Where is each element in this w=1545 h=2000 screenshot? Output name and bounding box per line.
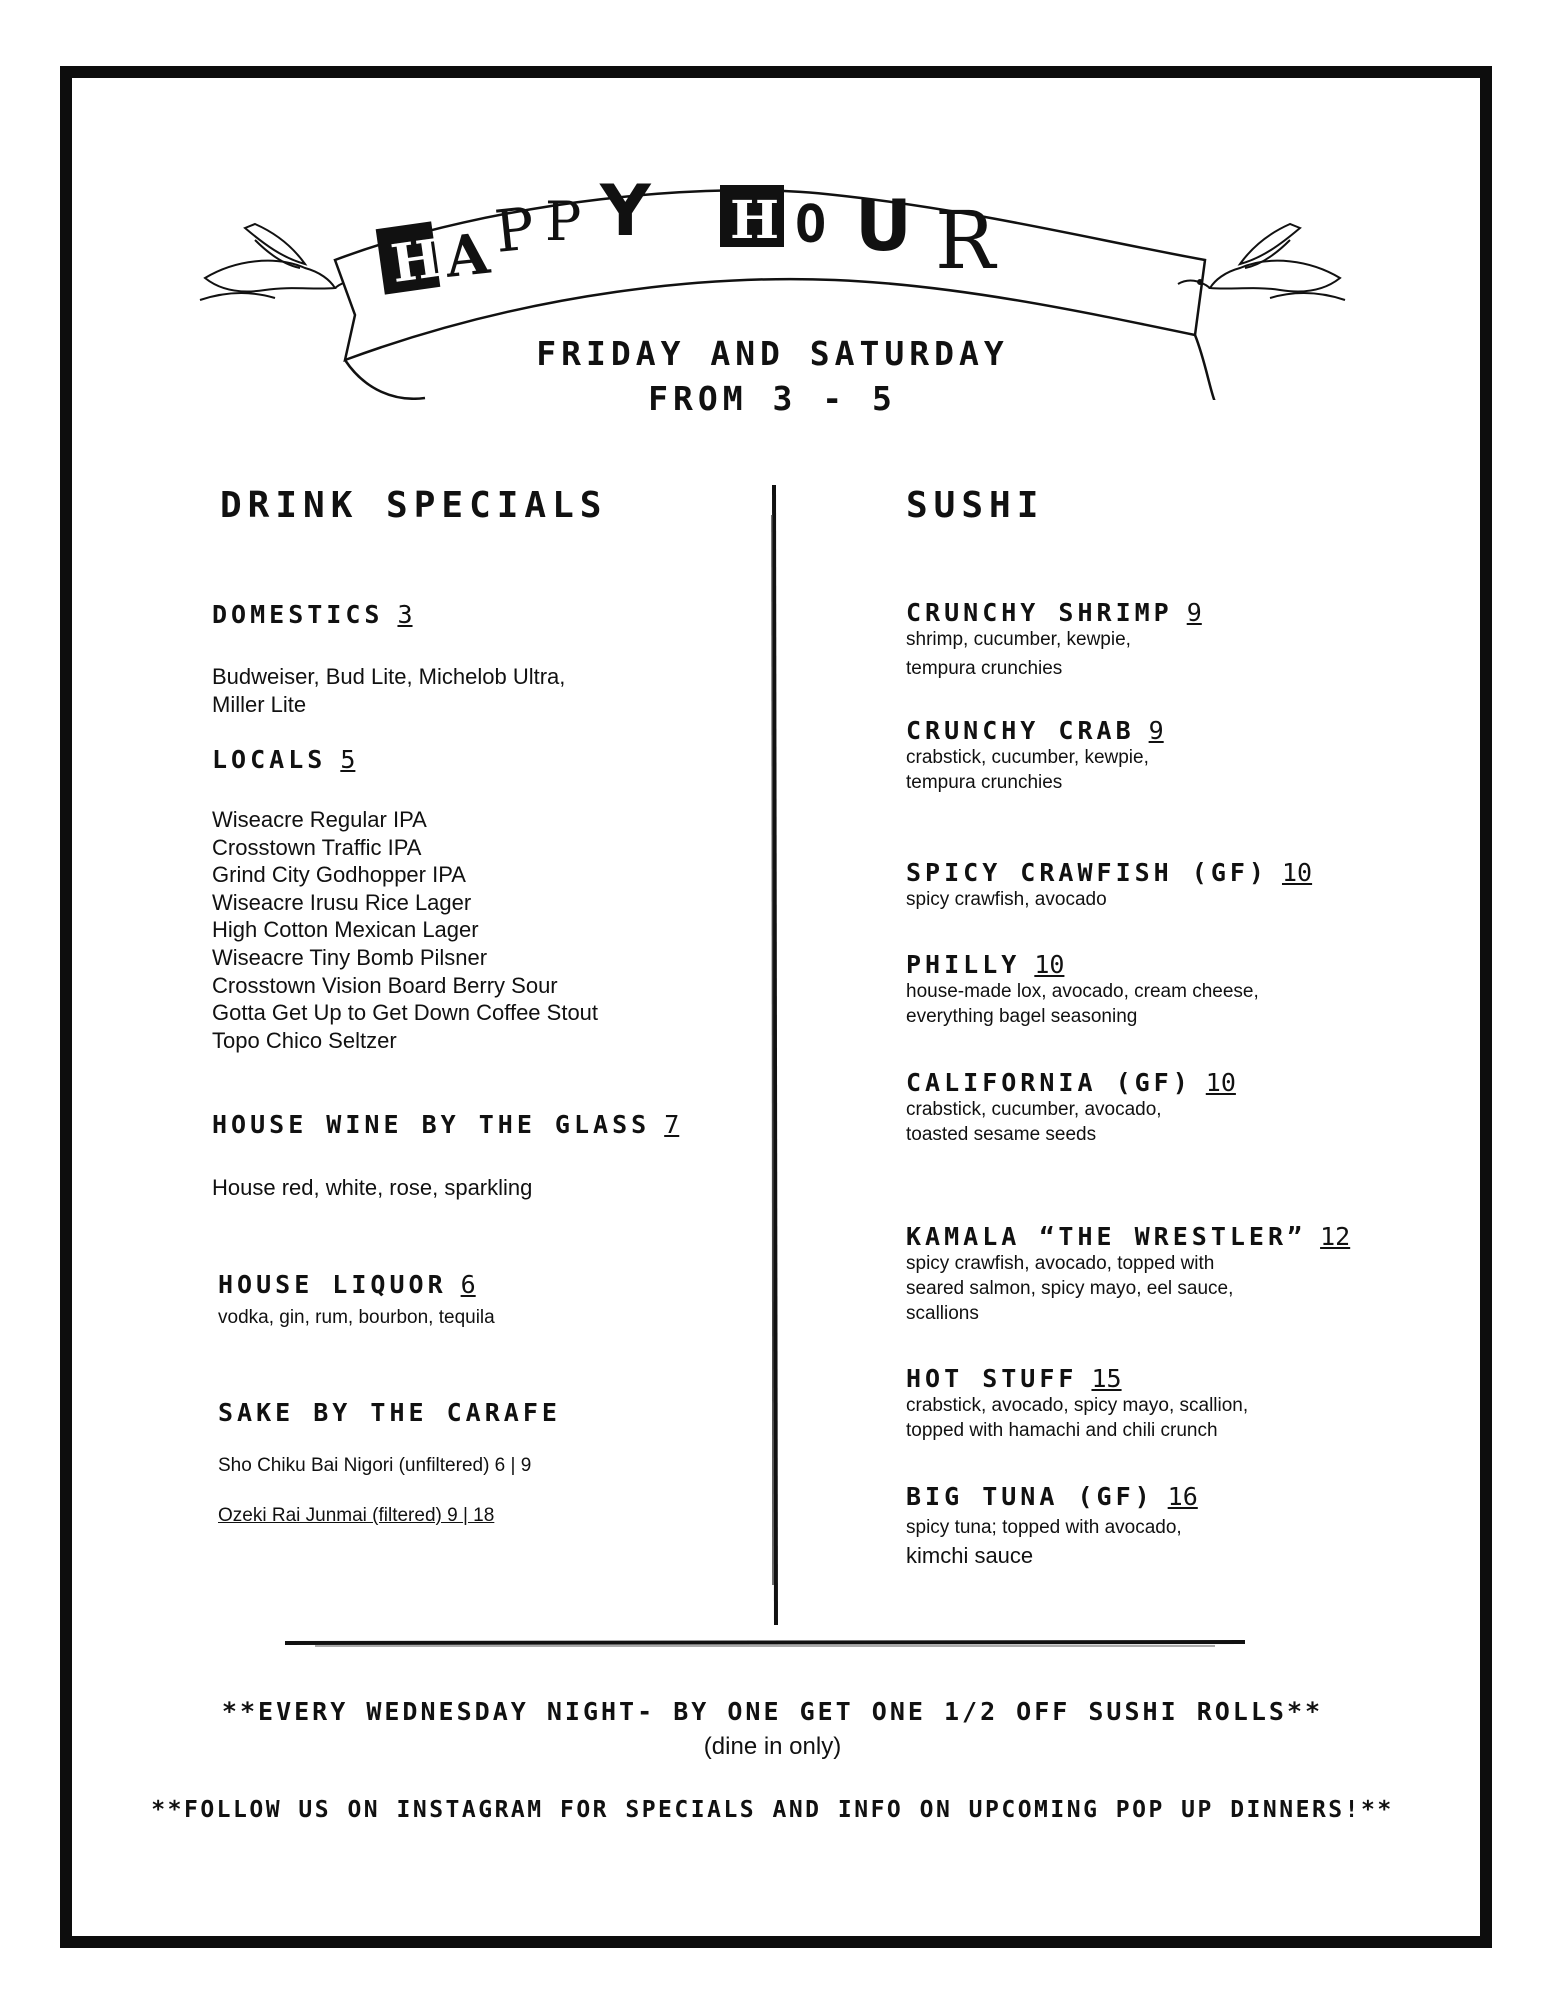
item-description: house-made lox, avocado, cream cheese, (906, 981, 1259, 1002)
horizontal-divider (285, 1636, 1245, 1650)
sushi-item-philly (906, 950, 1259, 1029)
schedule-hours: FROM 3 - 5 (648, 379, 897, 418)
locals-list (212, 806, 598, 1054)
item-price: 7 (664, 1110, 680, 1139)
list-item: Topo Chico Seltzer (212, 1027, 397, 1053)
list-item: Crosstown Vision Board Berry Sour (212, 972, 558, 998)
item-description: everything bagel seasoning (906, 1006, 1138, 1027)
list-item: Wiseacre Regular IPA (212, 807, 427, 832)
item-name: CALIFORNIA (GF) (906, 1068, 1192, 1097)
dine-in-note: (dine in only) (703, 1733, 842, 1760)
item-name: LOCALS (212, 745, 327, 774)
item-description: seared salmon, spicy mayo, eel sauce, (906, 1278, 1234, 1299)
list-item: Wiseacre Irusu Rice Lager (212, 889, 472, 915)
item-price: 15 (1091, 1364, 1122, 1393)
list-item: High Cotton Mexican Lager (212, 917, 479, 943)
sushi-title: SUSHI (906, 485, 1045, 526)
item-description: tempura crunchies (906, 772, 1063, 793)
liquor-heading (218, 1270, 476, 1299)
item-price: 12 (1320, 1222, 1351, 1251)
domestics-line-1: Budweiser, Bud Lite, Michelob Ultra, (212, 664, 566, 689)
title-letter: H (730, 190, 780, 251)
item-name: SPICY CRAWFISH (GF) (906, 858, 1268, 887)
item-description: scallions (906, 1303, 979, 1324)
drink-specials-title: DRINK SPECIALS (220, 485, 608, 526)
item-description: kimchi sauce (906, 1543, 1034, 1568)
item-name: KAMALA “THE WRESTLER” (906, 1222, 1307, 1251)
item-name: CRUNCHY CRAB (906, 716, 1135, 745)
item-description: crabstick, cucumber, avocado, (906, 1099, 1162, 1120)
domestics-heading (212, 600, 413, 629)
item-description: toasted sesame seeds (906, 1124, 1097, 1145)
sake-heading (218, 1398, 561, 1427)
item-description: spicy crawfish, avocado (906, 889, 1107, 910)
sushi-item-hot-stuff (906, 1364, 1248, 1443)
item-price: 16 (1167, 1482, 1198, 1511)
wine-heading (212, 1110, 679, 1139)
item-description: spicy tuna; topped with avocado, (906, 1517, 1182, 1538)
title-letter: H (387, 227, 445, 296)
sushi-item-california (906, 1068, 1236, 1147)
sushi-item-big-tuna (906, 1482, 1198, 1570)
title-letter: P (491, 194, 538, 266)
instagram-note: **FOLLOW US ON INSTAGRAM FOR SPECIALS AND INFO ON UPCOMING POP UP DINNERS!** (151, 1797, 1394, 1823)
item-name: HOUSE WINE BY THE GLASS (212, 1110, 651, 1139)
list-item: Wiseacre Tiny Bomb Pilsner (212, 944, 488, 970)
item-description: spicy crawfish, avocado, topped with (906, 1253, 1215, 1274)
item-price: 3 (397, 600, 413, 629)
title-letter: O (795, 195, 827, 255)
item-name: HOUSE LIQUOR (218, 1270, 447, 1299)
item-description: crabstick, avocado, spicy mayo, scallion, (906, 1395, 1249, 1416)
sushi-item-spicy-crawfish (906, 858, 1312, 912)
schedule-days: FRIDAY AND SATURDAY (536, 334, 1009, 373)
item-price: 10 (1205, 1068, 1236, 1097)
item-price: 10 (1034, 950, 1065, 979)
item-description: tempura crunchies (906, 658, 1063, 679)
title-letter: R (935, 194, 996, 287)
item-price: 5 (340, 745, 356, 774)
list-item: Gotta Get Up to Get Down Coffee Stout (212, 1000, 599, 1026)
item-price: 9 (1148, 716, 1164, 745)
item-name: PHILLY (906, 950, 1021, 979)
column-divider (760, 485, 790, 1625)
sake-item-nigori: Sho Chiku Bai Nigori (unfiltered) 6 | 9 (218, 1455, 532, 1476)
list-item: Crosstown Traffic IPA (212, 834, 422, 860)
item-name: CRUNCHY SHRIMP (906, 598, 1173, 627)
item-description: shrimp, cucumber, kewpie, (906, 629, 1131, 650)
locals-heading (212, 745, 355, 774)
wednesday-special: **EVERY WEDNESDAY NIGHT- BY ONE GET ONE 1/2 OFF SUSHI ROLLS** (221, 1697, 1324, 1726)
item-description: topped with hamachi and chili crunch (906, 1420, 1218, 1441)
list-item: Grind City Godhopper IPA (212, 862, 466, 888)
sushi-item-crunchy-shrimp (906, 598, 1202, 681)
item-name: DOMESTICS (212, 600, 384, 629)
item-name: HOT STUFF (906, 1364, 1078, 1393)
item-price: 9 (1186, 598, 1202, 627)
item-description: crabstick, cucumber, kewpie, (906, 747, 1149, 768)
wine-description: House red, white, rose, sparkling (212, 1175, 533, 1200)
item-name: BIG TUNA (GF) (906, 1482, 1154, 1511)
title-letter: A (442, 220, 493, 291)
title-letter: U (855, 185, 912, 267)
item-price: 10 (1281, 858, 1313, 887)
sushi-item-kamala (906, 1222, 1350, 1326)
sake-item-junmai: Ozeki Rai Junmai (filtered) 9 | 18 (218, 1505, 495, 1526)
item-name: SAKE BY THE CARAFE (218, 1398, 561, 1427)
title-letter: Y (600, 170, 651, 252)
item-price: 6 (460, 1270, 476, 1299)
title-letter: P (545, 190, 582, 253)
domestics-line-2: Miller Lite (212, 692, 307, 717)
sushi-item-crunchy-crab (906, 716, 1164, 795)
liquor-description: vodka, gin, rum, bourbon, tequila (218, 1307, 495, 1328)
